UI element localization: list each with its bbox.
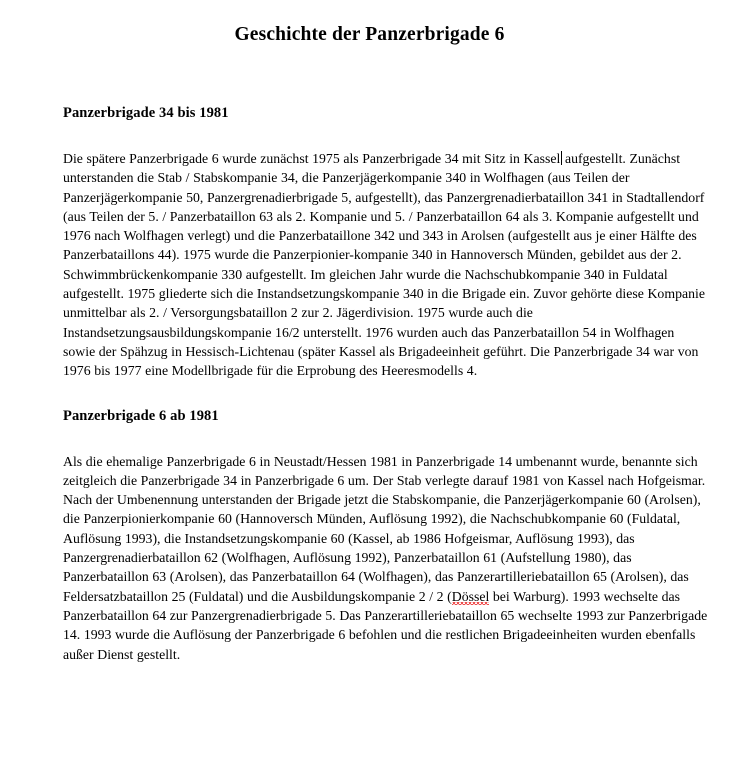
spacer [63, 123, 708, 149]
paragraph-text-after-caret: aufgestellt. Zunächst unterstanden die Stab / Stabskompanie 34, die Panzerjägerkompanie 340 in Wolfhagen (aus Teilen der Panzerjägerkompanie 50, Panzergrenadierbrigade 5, aufgestellt), das Panzergrenadierbataillon 341 in Stadtallendorf (aus Teilen der 5. / Panzerbataillon 63 als 2. Kompanie und 5. / Panzerbataillon 64 als 3. Kompanie aufgestellt und 1976 nach Wolfhagen verlegt) und die Panzerbataillone 342 und 343 in Arolsen (aufgestellt aus je einer Hälfte des Panzerbataillons 44). 1975 wurde die Panzerpionier-kompanie 340 in Hannoversch Münden, gebildet aus der 2. Schwimmbrückenkompanie 330 aufgestellt. Im gleichen Jahr wurde die Nachschubkompanie 340 in Fuldatal aufgestellt. 1975 gliederte sich die Instandsetzungskompanie 340 in die Brigade ein. Zuvor gehörte diese Kompanie unmittelbar als 2. / Versorgungsbataillon 2 zur 2. Jägerdivision. 1975 wurde auch die Instandsetzungsausbildungskompanie 16/2 unterstellt. 1976 wurden auch das Panzerbataillon 54 in Wolfhagen sowie der Spähzug in Hessisch-Lichtenau (später Kassel als Brigadeeinheit geführt. Die Panzerbrigade 34 war von 1976 bis 1977 eine Modellbrigade für die Erprobung des Heeresmodells 4. [63, 151, 705, 379]
section-heading-panzerbrigade-34: Panzerbrigade 34 bis 1981 [63, 105, 229, 121]
spacer [63, 381, 708, 407]
spacer [63, 426, 708, 452]
spellcheck-misspelled-word[interactable]: Dössel [451, 588, 490, 604]
paragraph-panzerbrigade-34[interactable] [63, 149, 708, 381]
section-heading-panzerbrigade-6: Panzerbrigade 6 ab 1981 [63, 407, 219, 424]
paragraph-text-before-caret: Die spätere Panzerbrigade 6 wurde zunächst 1975 als Panzerbrigade 34 mit Sitz in Kassel [63, 151, 561, 166]
paragraph-panzerbrigade-6[interactable] [63, 452, 708, 664]
page-title: Geschichte der Panzerbrigade 6 [234, 24, 505, 45]
paragraph-text-part-2: bei Warburg). 1993 wechselte das Panzerbataillon 64 zur Panzergrenadierbrigade 5. Das Panzerartilleriebataillon 65 wechselte 1993 zur Panzerbrigade 14. 1993 wurde die Auflösung der Panzerbrigade 6 befohlen und die restlichen Brigadeeinheiten wurden ebenfalls außer Dienst gestellt. [63, 588, 708, 662]
paragraph-text-part-1: Als die ehemalige Panzerbrigade 6 in Neustadt/Hessen 1981 in Panzerbrigade 14 umbenannt wurde, benannte sich zeitgleich die Panzerbrigade 34 in Panzerbrigade 6 um. Der Stab verlegte darauf 1981 von Kassel nach Hofgeismar. Nach der Umbenennung unterstanden der Brigade jetzt die Stabskompanie, die Panzerjägerkompanie 60 (Arolsen), die Panzerpionierkompanie 60 (Hannoversch Münden, Auflösung 1992), die Nachschubkompanie 60 (Fuldatal, Auflösung 1993), die Instandsetzungskompanie 60 (Kassel, ab 1986 Hofgeismar, Auflösung 1993), das Panzergrenadierbataillon 62 (Wolfhagen, Auflösung 1992), Panzerbataillon 61 (Aufstellung 1980), das Panzerbataillon 63 (Arolsen), das Panzerbataillon 64 (Wolfhagen), das Panzerartilleriebataillon 65 (Arolsen), das Feldersatzbataillon 25 (Fuldatal) und die Ausbildungskompanie 2 / 2 ( [63, 453, 706, 604]
document-body [63, 104, 708, 664]
